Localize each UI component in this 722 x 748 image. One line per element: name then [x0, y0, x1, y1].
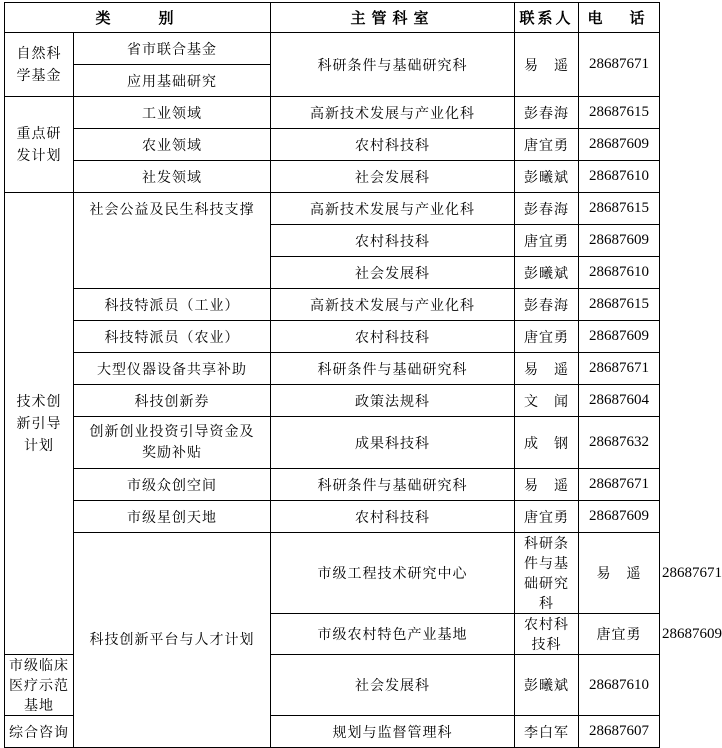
header-contact: 联系人 — [515, 3, 579, 33]
item-cell: 工业领域 — [74, 97, 271, 129]
category-natural-science-fund: 自然科学基金 — [5, 33, 74, 97]
item-cell: 科技创新券 — [74, 385, 271, 417]
department-cell: 科研条件与基础研究科 — [271, 353, 515, 385]
contact-cell: 彭春海 — [515, 193, 579, 225]
item-cell: 科技特派员（工业） — [74, 289, 271, 321]
department-cell: 农村科技科 — [271, 501, 515, 533]
phone-cell: 28687671 — [579, 353, 660, 385]
table-row: 科技创新平台与人才计划 市级工程技术研究中心 科研条件与基础研究科 易 遥 28687671 — [5, 533, 660, 614]
table-row — [5, 129, 660, 161]
header-row — [5, 3, 660, 33]
contact-cell: 唐宜勇 — [515, 129, 579, 161]
header-department: 主管科室 — [271, 3, 515, 33]
phone-cell: 28687615 — [579, 193, 660, 225]
contact-cell: 彭曦斌 — [515, 257, 579, 289]
table-row — [5, 289, 660, 321]
phone-cell: 28687610 — [579, 161, 660, 193]
department-cell: 政策法规科 — [271, 385, 515, 417]
department-cell: 农村科技科 — [271, 129, 515, 161]
item-cell: 应用基础研究 — [74, 65, 271, 97]
department-cell: 科研条件与基础研究科 — [271, 469, 515, 501]
contact-cell: 李白军 — [515, 716, 579, 748]
item-cell: 市级众创空间 — [74, 469, 271, 501]
table-row: 市级农村特色产业基地 农村科技科 唐宜勇 28687609 — [5, 614, 660, 655]
contact-cell: 易 遥 — [515, 469, 579, 501]
item-cell: 大型仪器设备共享补助 — [74, 353, 271, 385]
phone-cell: 28687609 — [579, 321, 660, 353]
item-cell: 农业领域 — [74, 129, 271, 161]
contact-cell: 易 遥 — [579, 533, 660, 614]
category-key-rd-plan: 重点研发计划 — [5, 97, 74, 193]
phone-cell: 28687609 — [579, 129, 660, 161]
contact-cell: 彭曦斌 — [515, 655, 579, 716]
department-cell: 科研条件与基础研究科 — [515, 533, 579, 614]
phone-cell: 28687609 — [579, 225, 660, 257]
department-cell: 科研条件与基础研究科 — [271, 33, 515, 97]
table-row — [5, 469, 660, 501]
item-cell: 科技特派员（农业） — [74, 321, 271, 353]
department-cell: 成果科技科 — [271, 417, 515, 469]
contact-cell: 唐宜勇 — [515, 321, 579, 353]
phone-cell: 28687610 — [579, 257, 660, 289]
header-phone: 电 话 — [579, 3, 660, 33]
department-cell: 农村科技科 — [271, 321, 515, 353]
phone-cell: 28687610 — [579, 655, 660, 716]
department-cell: 规划与监督管理科 — [271, 716, 515, 748]
table-row — [5, 97, 660, 129]
item-cell: 社会公益及民生科技支撑 — [74, 193, 271, 289]
department-cell: 农村科技科 — [515, 614, 579, 655]
contact-cell: 文 闻 — [515, 385, 579, 417]
contact-cell: 成 钢 — [515, 417, 579, 469]
contact-cell: 彭春海 — [515, 97, 579, 129]
table-row — [5, 161, 660, 193]
department-cell: 高新技术发展与产业化科 — [271, 193, 515, 225]
contact-cell: 唐宜勇 — [515, 501, 579, 533]
contact-cell: 彭春海 — [515, 289, 579, 321]
item-cell: 市级农村特色产业基地 — [271, 614, 515, 655]
header-category: 类 别 — [5, 3, 271, 33]
item-cell: 市级临床医疗示范基地 — [5, 655, 74, 716]
table-row — [5, 353, 660, 385]
item-cell: 社发领域 — [74, 161, 271, 193]
department-cell: 高新技术发展与产业化科 — [271, 289, 515, 321]
phone-cell: 28687671 — [579, 469, 660, 501]
item-cell: 创新创业投资引导资金及奖励补贴 — [74, 417, 271, 469]
item-cell: 省市联合基金 — [74, 33, 271, 65]
department-cell: 社会发展科 — [271, 161, 515, 193]
contact-cell: 易 遥 — [515, 33, 579, 97]
contact-cell: 彭曦斌 — [515, 161, 579, 193]
phone-cell: 28687632 — [579, 417, 660, 469]
phone-cell: 28687671 — [579, 33, 660, 97]
phone-cell: 28687615 — [579, 289, 660, 321]
contact-table — [4, 2, 722, 748]
department-cell: 高新技术发展与产业化科 — [271, 97, 515, 129]
table-row — [5, 501, 660, 533]
contact-cell: 唐宜勇 — [515, 225, 579, 257]
item-cell: 市级星创天地 — [74, 501, 271, 533]
table-row — [5, 321, 660, 353]
item-cell: 综合咨询 — [5, 716, 74, 748]
table-row — [5, 417, 660, 469]
department-cell: 社会发展科 — [271, 655, 515, 716]
item-cell: 市级工程技术研究中心 — [271, 533, 515, 614]
phone-cell: 28687604 — [579, 385, 660, 417]
department-cell: 社会发展科 — [271, 257, 515, 289]
department-cell: 农村科技科 — [271, 225, 515, 257]
table-row — [5, 193, 660, 225]
phone-cell: 28687607 — [579, 716, 660, 748]
category-platform-talent-plan: 科技创新平台与人才计划 — [74, 533, 271, 748]
phone-cell: 28687609 — [579, 501, 660, 533]
category-tech-innovation-guide: 技术创新引导计划 — [5, 193, 74, 655]
table-row — [5, 33, 660, 65]
contact-cell: 易 遥 — [515, 353, 579, 385]
phone-cell: 28687615 — [579, 97, 660, 129]
contact-cell: 唐宜勇 — [579, 614, 660, 655]
table-row — [5, 385, 660, 417]
